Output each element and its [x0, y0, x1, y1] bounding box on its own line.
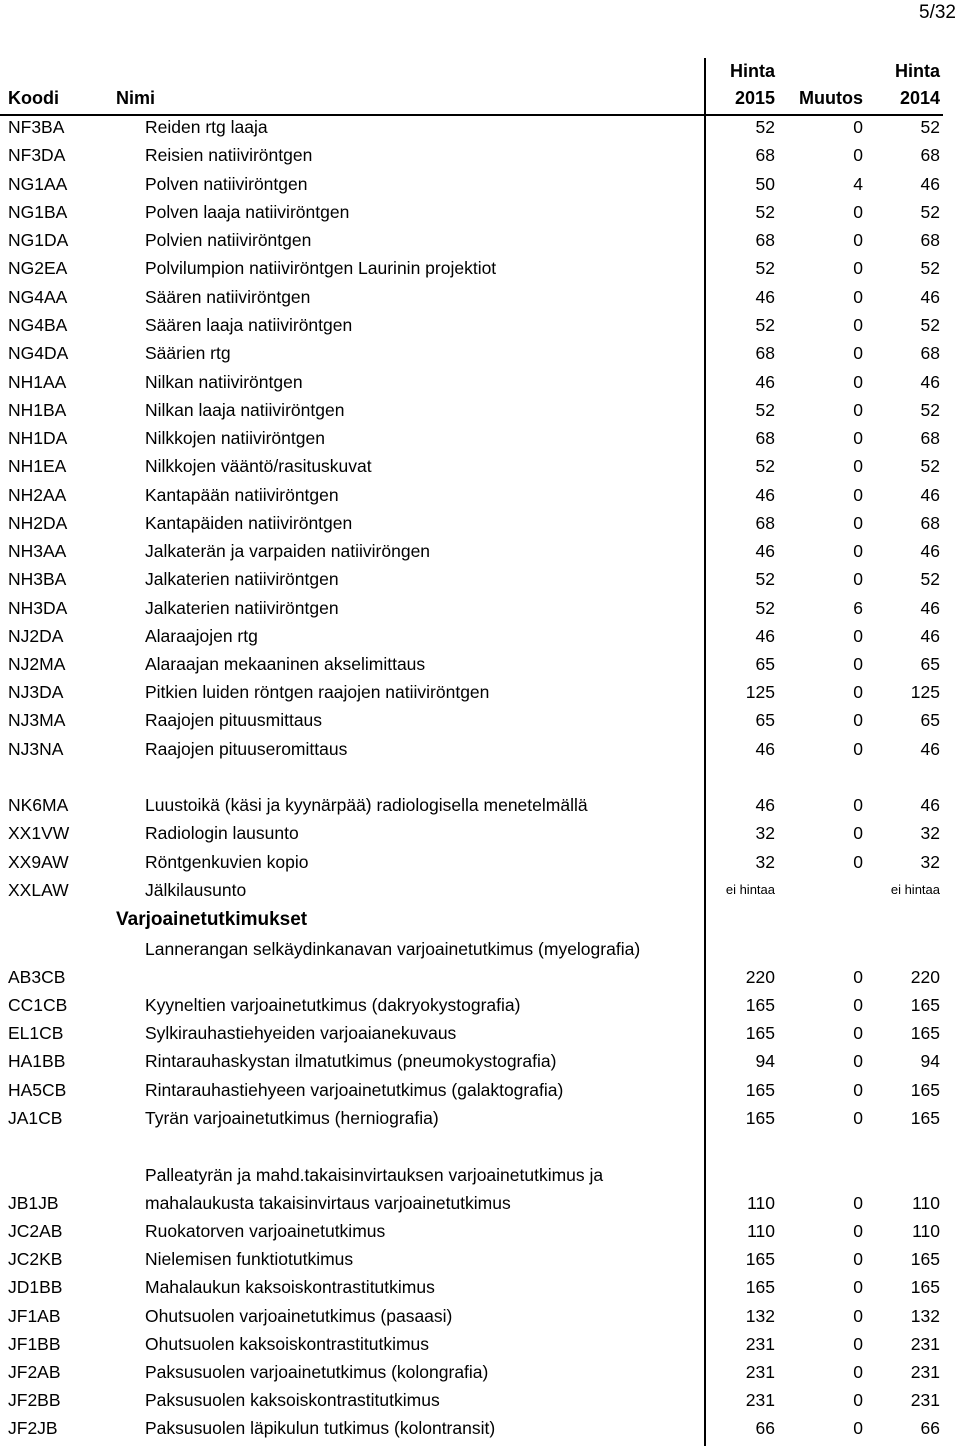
- row-change: 0: [853, 145, 863, 165]
- row-name: Röntgenkuvien kopio: [145, 852, 309, 872]
- row-change: 0: [853, 315, 863, 335]
- row-price-2015: 46: [755, 372, 775, 392]
- row-price-2014: 165: [910, 1080, 940, 1100]
- table-row: [0, 594, 960, 622]
- row-price-2015: 66: [755, 1418, 775, 1438]
- row-change: 0: [853, 654, 863, 674]
- row-price-2015: 220: [745, 967, 775, 987]
- row-name: Mahalaukun kaksoiskontrastitutkimus: [145, 1277, 435, 1297]
- row-name: Kyyneltien varjoainetutkimus (dakryokystografia): [145, 995, 521, 1015]
- header-price-2015-year: 2015: [734, 88, 775, 108]
- row-code: NH2DA: [8, 513, 68, 533]
- table-row: [0, 1245, 960, 1273]
- row-price-2014: 231: [910, 1390, 940, 1410]
- row-change: 0: [853, 1080, 863, 1100]
- row-price-2014: 165: [910, 1108, 940, 1128]
- row-code: JF1AB: [8, 1306, 61, 1326]
- row-name: Polven laaja natiiviröntgen: [145, 202, 350, 222]
- row-code: JC2KB: [8, 1249, 63, 1269]
- row-code: JF2AB: [8, 1362, 61, 1382]
- table-row: [0, 481, 960, 509]
- row-price-2015: 165: [745, 1277, 775, 1297]
- row-change: 0: [853, 795, 863, 815]
- row-price-2014: 68: [920, 343, 940, 363]
- row-name: Jälkilausunto: [145, 880, 247, 900]
- header-price-2015-label: Hinta: [730, 61, 775, 81]
- row-price-2014: 46: [920, 626, 940, 646]
- row-code: NH1DA: [8, 428, 68, 448]
- row-name: Rintarauhastiehyeen varjoainetutkimus (galaktografia): [145, 1080, 564, 1100]
- row-price-2015: 68: [755, 513, 775, 533]
- row-code: NH1AA: [8, 372, 67, 392]
- row-code: NF3DA: [8, 145, 66, 165]
- row-change: 0: [853, 456, 863, 476]
- table-row: [0, 935, 960, 991]
- row-change: 0: [853, 428, 863, 448]
- table-row: [0, 283, 960, 311]
- row-code: HA1BB: [8, 1051, 66, 1071]
- row-code: NG1BA: [8, 202, 68, 222]
- row-change: 0: [853, 1051, 863, 1071]
- row-name: Paksusuolen läpikulun tutkimus (kolontransit): [145, 1418, 496, 1438]
- row-price-2014: 46: [920, 739, 940, 759]
- row-price-2015: 68: [755, 230, 775, 250]
- table-row: [0, 1358, 960, 1386]
- row-name: Alaraajan mekaaninen akselimittaus: [145, 654, 426, 674]
- row-price-2015: 165: [745, 1080, 775, 1100]
- row-name: Säären laaja natiiviröntgen: [145, 315, 353, 335]
- row-price-2014: 46: [920, 485, 940, 505]
- row-name: Polvilumpion natiiviröntgen Laurinin projektiot: [145, 258, 497, 278]
- row-price-2014: 52: [920, 202, 940, 222]
- row-change: 0: [853, 710, 863, 730]
- table-row: [0, 991, 960, 1019]
- row-name: Nilkkojen natiiviröntgen: [145, 428, 325, 448]
- row-price-2015: 110: [747, 1193, 775, 1213]
- table-row: [0, 1414, 960, 1442]
- row-price-2014: 46: [920, 598, 940, 618]
- table-row: [0, 706, 960, 734]
- section-title: Varjoainetutkimukset: [116, 909, 308, 930]
- row-price-2015: 125: [745, 682, 775, 702]
- row-price-2015: 165: [745, 1108, 775, 1128]
- row-price-2014: 68: [920, 230, 940, 250]
- row-name: Polvien natiiviröntgen: [145, 230, 312, 250]
- row-code: NG4DA: [8, 343, 69, 363]
- table-row: [0, 1019, 960, 1047]
- row-name: Säärien rtg: [145, 343, 231, 363]
- row-code: NK6MA: [8, 795, 69, 815]
- row-code: NH3DA: [8, 598, 68, 618]
- row-price-2014: 165: [910, 1249, 940, 1269]
- row-price-2015: 46: [755, 287, 775, 307]
- row-change: 0: [853, 739, 863, 759]
- row-price-2015: 32: [755, 852, 775, 872]
- row-price-2015: 231: [745, 1334, 775, 1354]
- row-price-2014: 46: [920, 795, 940, 815]
- row-price-2014: 32: [920, 823, 940, 843]
- page-number: 5/32: [919, 2, 956, 23]
- row-change: 0: [853, 287, 863, 307]
- row-code: NG1DA: [8, 230, 69, 250]
- table-row: [0, 113, 960, 141]
- row-change: 0: [853, 400, 863, 420]
- row-price-2014: 52: [920, 117, 940, 137]
- row-price-2014: 46: [920, 541, 940, 561]
- table-row: [0, 565, 960, 593]
- table-row: [0, 170, 960, 198]
- row-code: NH2AA: [8, 485, 67, 505]
- table-row: [0, 509, 960, 537]
- row-change: 0: [853, 682, 863, 702]
- row-change: 4: [853, 174, 863, 194]
- row-price-2014: ei hintaa: [890, 882, 940, 897]
- row-name: Pitkien luiden röntgen raajojen natiiviröntgen: [145, 682, 490, 702]
- row-change: 0: [853, 1334, 863, 1354]
- row-code: XX9AW: [8, 852, 69, 872]
- row-name: Rintarauhaskystan ilmatutkimus (pneumokystografia): [145, 1051, 557, 1071]
- row-name: Kantapään natiiviröntgen: [145, 485, 339, 505]
- row-price-2014: 110: [912, 1221, 940, 1241]
- table-row: [0, 678, 960, 706]
- row-name: Kantapäiden natiiviröntgen: [145, 513, 353, 533]
- row-price-2015: 68: [755, 145, 775, 165]
- row-name: Sylkirauhastiehyeiden varjoaianekuvaus: [145, 1023, 457, 1043]
- row-change: 0: [853, 343, 863, 363]
- row-name: Ohutsuolen kaksoiskontrastitutkimus: [145, 1334, 430, 1354]
- row-price-2014: 52: [920, 400, 940, 420]
- row-price-2015: 46: [755, 739, 775, 759]
- row-price-2014: 68: [920, 513, 940, 533]
- row-code: JF2JB: [8, 1418, 58, 1438]
- table-row: [0, 1386, 960, 1414]
- table-row: [0, 311, 960, 339]
- row-name: Nilkkojen vääntö/rasituskuvat: [145, 456, 372, 476]
- row-price-2014: 94: [920, 1051, 940, 1071]
- table-row: [0, 1104, 960, 1132]
- row-name: Nilkan laaja natiiviröntgen: [145, 400, 345, 420]
- row-price-2015: 52: [755, 117, 775, 137]
- row-name: Radiologin lausunto: [145, 823, 299, 843]
- table-row: [0, 1161, 960, 1217]
- table-row: [0, 650, 960, 678]
- row-code: NJ3DA: [8, 682, 64, 702]
- row-code: CC1CB: [8, 995, 68, 1015]
- row-code: JA1CB: [8, 1108, 63, 1128]
- row-name: Raajojen pituuseromittaus: [145, 739, 348, 759]
- row-change: 0: [853, 823, 863, 843]
- row-code: NJ2DA: [8, 626, 64, 646]
- row-price-2015: 32: [755, 823, 775, 843]
- row-code: NJ2MA: [8, 654, 66, 674]
- table-row: [0, 1330, 960, 1358]
- row-price-2015: 65: [755, 710, 775, 730]
- row-name: Palleatyrän ja mahd.takaisinvirtauksen varjoainetutkimus ja mahalaukusta takaisinvirtaus varjoainetutkimus: [145, 1165, 604, 1213]
- row-name: Nielemisen funktiotutkimus: [145, 1249, 354, 1269]
- row-price-2015: 65: [755, 654, 775, 674]
- row-price-2014: 231: [910, 1362, 940, 1382]
- row-change: 0: [853, 967, 863, 987]
- row-price-2015: 52: [755, 456, 775, 476]
- table-row: [0, 452, 960, 480]
- table-row: [0, 1076, 960, 1104]
- row-price-2015: 46: [755, 485, 775, 505]
- row-price-2014: 32: [920, 852, 940, 872]
- row-name: Säären natiiviröntgen: [145, 287, 311, 307]
- row-change: 0: [853, 513, 863, 533]
- row-code: NH1BA: [8, 400, 67, 420]
- row-price-2014: 68: [920, 145, 940, 165]
- row-price-2014: 165: [910, 995, 940, 1015]
- row-code: JB1JB: [8, 1193, 59, 1213]
- row-price-2015: ei hintaa: [725, 882, 775, 897]
- row-price-2014: 231: [910, 1334, 940, 1354]
- row-price-2015: 52: [755, 315, 775, 335]
- row-name: Ruokatorven varjoainetutkimus: [145, 1221, 386, 1241]
- row-change: 0: [853, 569, 863, 589]
- row-price-2015: 231: [745, 1390, 775, 1410]
- table-row: [0, 1273, 960, 1301]
- row-code: XXLAW: [8, 880, 69, 900]
- row-price-2014: 46: [920, 287, 940, 307]
- table-row: [0, 848, 960, 876]
- row-name: Nilkan natiiviröntgen: [145, 372, 303, 392]
- table-row: [0, 876, 960, 904]
- row-change: 0: [853, 230, 863, 250]
- header-code: Koodi: [8, 88, 59, 108]
- row-code: EL1CB: [8, 1023, 64, 1043]
- table-row: [0, 226, 960, 254]
- row-change: 0: [853, 1221, 863, 1241]
- table-row: [0, 735, 960, 763]
- row-price-2015: 231: [745, 1362, 775, 1382]
- row-code: NH1EA: [8, 456, 67, 476]
- row-name: Reiden rtg laaja: [145, 117, 268, 137]
- row-name: Lannerangan selkäydinkanavan varjoainetutkimus (myelografia): [145, 939, 641, 959]
- row-change: 0: [853, 258, 863, 278]
- table-row: [0, 141, 960, 169]
- header-change: Muutos: [799, 88, 863, 108]
- row-price-2015: 52: [755, 569, 775, 589]
- table-row: [0, 424, 960, 452]
- header-price-2014-year: 2014: [899, 88, 940, 108]
- table-row: [0, 1302, 960, 1330]
- row-price-2014: 110: [912, 1193, 940, 1213]
- row-change: 0: [853, 1306, 863, 1326]
- row-price-2014: 52: [920, 456, 940, 476]
- row-code: NJ3MA: [8, 710, 66, 730]
- row-name: Raajojen pituusmittaus: [145, 710, 323, 730]
- row-change: 0: [853, 202, 863, 222]
- header-name: Nimi: [116, 88, 156, 108]
- row-code: NJ3NA: [8, 739, 64, 759]
- row-price-2014: 132: [910, 1306, 940, 1326]
- row-change: 0: [853, 372, 863, 392]
- row-change: 0: [853, 852, 863, 872]
- row-change: 0: [853, 1390, 863, 1410]
- row-name: Paksusuolen kaksoiskontrastitutkimus: [145, 1390, 440, 1410]
- table-row: [0, 368, 960, 396]
- table-row: [0, 819, 960, 847]
- row-change: 0: [853, 117, 863, 137]
- row-name: Luustoikä (käsi ja kyynärpää) radiologisella menetelmällä: [145, 795, 588, 815]
- row-price-2015: 165: [745, 995, 775, 1015]
- row-change: 0: [853, 541, 863, 561]
- row-code: JD1BB: [8, 1277, 63, 1297]
- row-price-2014: 66: [920, 1418, 940, 1438]
- row-price-2015: 94: [755, 1051, 775, 1071]
- row-change: 0: [853, 1193, 863, 1213]
- row-code: NF3BA: [8, 117, 65, 137]
- row-change: 0: [853, 626, 863, 646]
- row-code: JF2BB: [8, 1390, 61, 1410]
- row-name: Alaraajojen rtg: [145, 626, 258, 646]
- table-row: [0, 198, 960, 226]
- row-price-2014: 65: [920, 654, 940, 674]
- row-price-2014: 52: [920, 258, 940, 278]
- table-row: [0, 537, 960, 565]
- row-price-2014: 46: [920, 372, 940, 392]
- row-code: HA5CB: [8, 1080, 67, 1100]
- row-price-2015: 46: [755, 795, 775, 815]
- row-price-2014: 165: [910, 1277, 940, 1297]
- row-price-2015: 68: [755, 343, 775, 363]
- row-price-2015: 52: [755, 258, 775, 278]
- row-change: 0: [853, 1249, 863, 1269]
- row-change: 0: [853, 1277, 863, 1297]
- row-price-2015: 46: [755, 626, 775, 646]
- row-code: NG2EA: [8, 258, 68, 278]
- row-price-2014: 46: [920, 174, 940, 194]
- row-change: 0: [853, 1362, 863, 1382]
- row-name: Jalkaterän ja varpaiden natiiviröngen: [145, 541, 431, 561]
- table-row: [0, 339, 960, 367]
- row-code: JC2AB: [8, 1221, 63, 1241]
- row-code: JF1BB: [8, 1334, 61, 1354]
- row-change: 0: [853, 995, 863, 1015]
- row-code: NH3AA: [8, 541, 67, 561]
- row-change: 0: [853, 485, 863, 505]
- row-price-2015: 52: [755, 202, 775, 222]
- row-price-2014: 125: [910, 682, 940, 702]
- row-price-2014: 52: [920, 569, 940, 589]
- row-price-2015: 165: [745, 1023, 775, 1043]
- row-code: NG1AA: [8, 174, 68, 194]
- row-change: 0: [853, 1023, 863, 1043]
- table-row: [0, 254, 960, 282]
- row-price-2015: 52: [755, 400, 775, 420]
- row-price-2014: 65: [920, 710, 940, 730]
- row-code: NG4BA: [8, 315, 68, 335]
- table-row: [0, 1047, 960, 1075]
- row-name: Jalkaterien natiiviröntgen: [145, 569, 339, 589]
- row-price-2015: 165: [745, 1249, 775, 1269]
- row-price-2015: 132: [745, 1306, 775, 1326]
- row-name: Tyrän varjoainetutkimus (herniografia): [145, 1108, 439, 1128]
- row-price-2015: 50: [755, 174, 775, 194]
- row-name: Polven natiiviröntgen: [145, 174, 308, 194]
- row-price-2015: 46: [755, 541, 775, 561]
- table-row: [0, 791, 960, 819]
- row-name: Ohutsuolen varjoainetutkimus (pasaasi): [145, 1306, 453, 1326]
- row-name: Paksusuolen varjoainetutkimus (kolongrafia): [145, 1362, 489, 1382]
- table-row: [0, 396, 960, 424]
- header-price-2014-label: Hinta: [895, 61, 940, 81]
- row-price-2015: 110: [747, 1221, 775, 1241]
- row-price-2015: 52: [755, 598, 775, 618]
- row-name: Reisien natiiviröntgen: [145, 145, 313, 165]
- table-row: [0, 622, 960, 650]
- row-code: NH3BA: [8, 569, 67, 589]
- row-change: 0: [853, 1418, 863, 1438]
- row-price-2015: 68: [755, 428, 775, 448]
- row-code: AB3CB: [8, 967, 66, 987]
- row-change: 6: [853, 598, 863, 618]
- row-price-2014: 165: [910, 1023, 940, 1043]
- row-price-2014: 68: [920, 428, 940, 448]
- row-name: Jalkaterien natiiviröntgen: [145, 598, 339, 618]
- row-code: XX1VW: [8, 823, 70, 843]
- row-price-2014: 220: [910, 967, 940, 987]
- row-price-2014: 52: [920, 315, 940, 335]
- row-change: 0: [853, 1108, 863, 1128]
- table-row: [0, 1217, 960, 1245]
- row-code: NG4AA: [8, 287, 68, 307]
